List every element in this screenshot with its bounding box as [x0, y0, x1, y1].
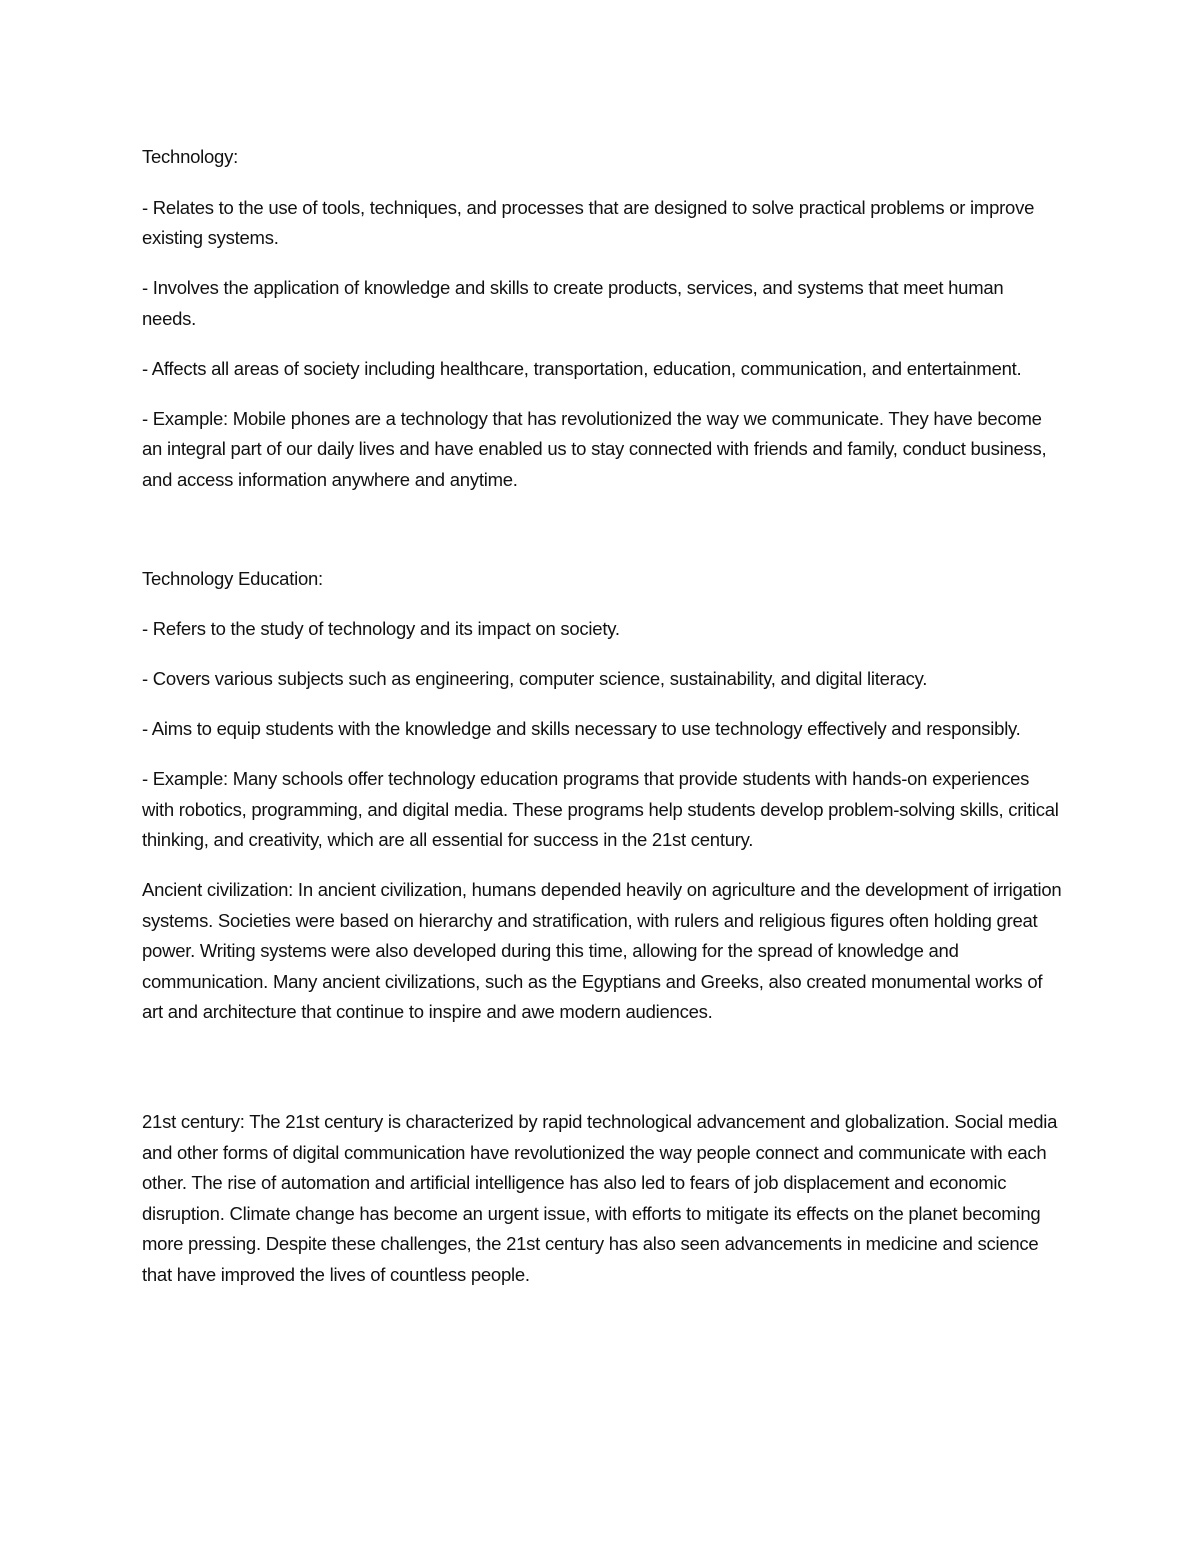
- technology-example: - Example: Mobile phones are a technology that has revolutionized the way we communicate. They have become an integral part of our daily lives and have enabled us to stay connected with friends and family, conduct business, and access information anywhere and anytime.: [142, 407, 1047, 490]
- technology-education-item: - Refers to the study of technology and its impact on society.: [142, 618, 620, 639]
- technology-item: - Relates to the use of tools, techniques, and processes that are designed to solve practical problems or improve existing systems.: [142, 196, 1035, 248]
- document-page: [142, 142, 1062, 1310]
- technology-education-item: - Covers various subjects such as engineering, computer science, sustainability, and digital literacy.: [142, 668, 928, 689]
- section-spacer: [142, 515, 1062, 564]
- technology-education-heading: Technology Education:: [142, 567, 323, 589]
- technology-item: - Involves the application of knowledge and skills to create products, services, and systems that meet human needs.: [142, 277, 1004, 329]
- twenty-first-century-paragraph: 21st century: The 21st century is characterized by rapid technological advancement and globalization. Social media and other forms of digital communication have revolutionized the way people connect and communicate with each other. The rise of automation and artificial intelligence has also led to fears of job displacement and economic disruption. Climate change has become an urgent issue, with efforts to mitigate its effects on the planet becoming more pressing. Despite these challenges, the 21st century has also seen advancements in medicine and science that have improved the lives of countless people.: [142, 1111, 1058, 1285]
- technology-education-item: - Aims to equip students with the knowledge and skills necessary to use technology effectively and responsibly.: [142, 718, 1021, 739]
- technology-heading: Technology:: [142, 146, 238, 167]
- technology-education-example: - Example: Many schools offer technology education programs that provide students with hands-on experiences with robotics, programming, and digital media. These programs help students develop problem-solving skills, critical thinking, and creativity, which are all essential for success in the 21st century.: [142, 768, 1059, 850]
- section-spacer: [142, 1047, 1062, 1107]
- technology-item: - Affects all areas of society including healthcare, transportation, education, communication, and entertainment.: [142, 357, 1022, 379]
- ancient-civilization-paragraph: Ancient civilization: In ancient civilization, humans depended heavily on agriculture and the development of irrigation systems. Societies were based on hierarchy and stratification, with rulers and religious figures often holding great power. Writing systems were also developed during this time, allowing for the spread of knowledge and communication. Many ancient civilizations, such as the Egyptians and Greeks, also created monumental works of art and architecture that continue to inspire and awe modern audiences.: [142, 879, 1062, 1022]
